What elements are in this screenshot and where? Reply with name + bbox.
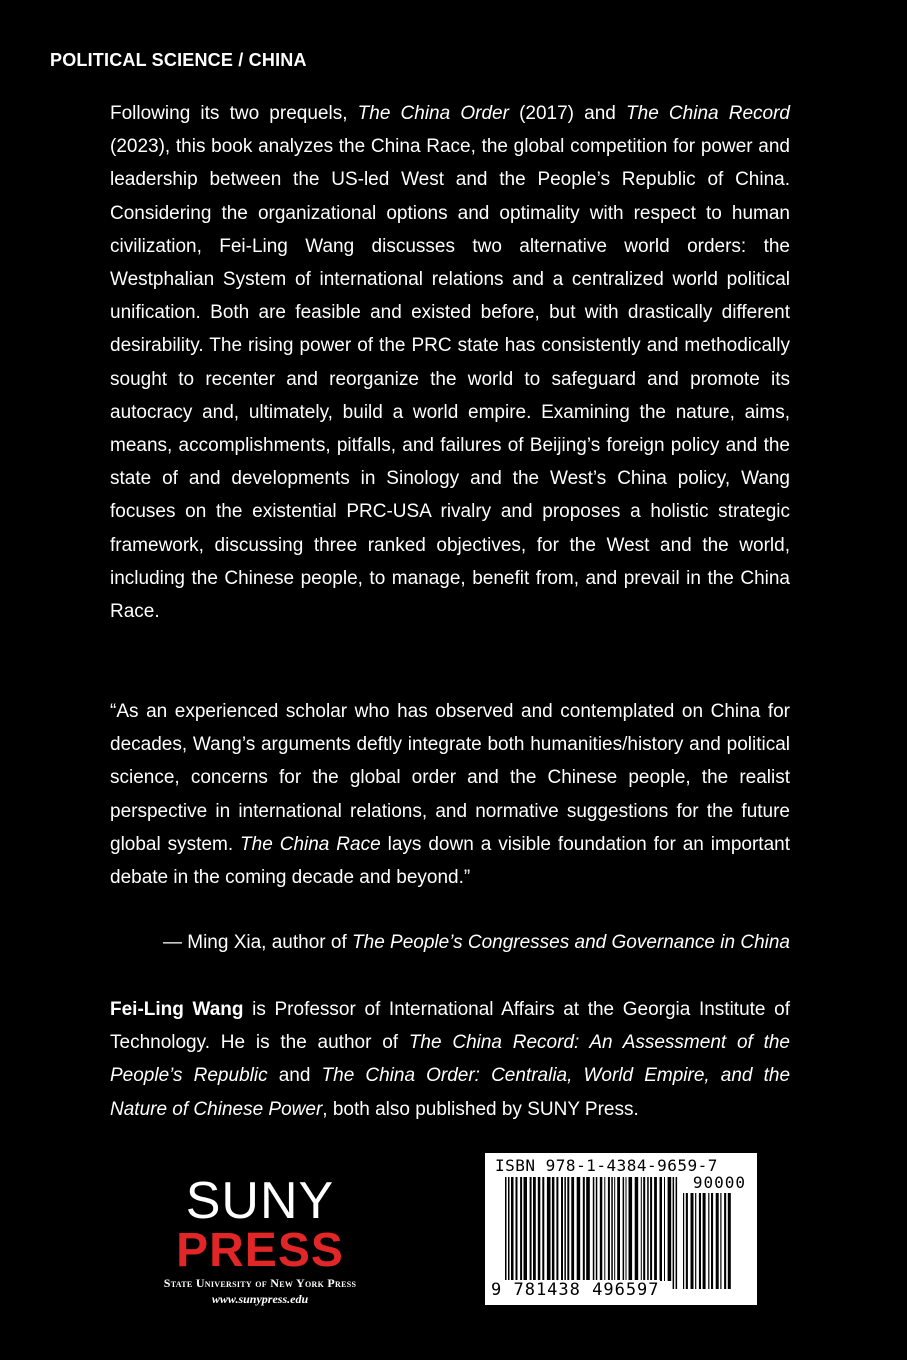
barcode-bar — [547, 1177, 551, 1281]
barcode-bar — [708, 1193, 709, 1289]
barcode-bar — [538, 1177, 541, 1281]
barcode-bar — [641, 1177, 642, 1281]
barcode-bar — [593, 1177, 595, 1289]
barcode-bar — [668, 1177, 672, 1281]
barcode-bar — [626, 1177, 627, 1281]
book-description: Following its two prequels, The China Order (2017) and The China Record (2023), this book analyzes the China Race, the global competition for power and leadership between the US-led West and the People’s Republic of China. Considering the organizational options and optimality with respect to human civilization, Fei-Ling Wang discusses two alternative world orders: the Westphalian System of international relations and a centralized world political unification. Both are feasible and existed before, but with drastically different desirability. The rising power of the PRC state has consistently and methodically sought to recenter and reorganize the world to safeguard and promote its autocracy and, ultimately, build a world empire. Examining the nature, aims, means, accomplishments, pitfalls, and failures of Beijing’s foreign policy and the state of and developments in Sinology and the West’s China policy, Wang focuses on the existential PRC-USA rivalry and proposes a holistic strategic framework, discussing three ranked objectives, for the West and the world, including the Chinese people, to manage, benefit from, and prevail in the China Race. — [110, 103, 790, 623]
logo-suny-text: SUNY — [185, 1172, 335, 1230]
barcode-bar — [660, 1177, 663, 1281]
barcode-bar — [691, 1193, 694, 1289]
barcode-bar — [608, 1177, 610, 1281]
ean-digits: 9 781438 496597 — [491, 1280, 660, 1300]
barcode-bar — [556, 1177, 558, 1281]
barcode-bar — [611, 1177, 613, 1281]
logo-press-text: PRESS — [176, 1224, 344, 1277]
barcode-bar — [643, 1177, 645, 1281]
author-name: Fei-Ling Wang — [110, 999, 244, 1020]
barcode-bar — [508, 1177, 510, 1289]
barcode-bar — [524, 1177, 528, 1281]
suny-press-logo — [140, 1174, 380, 1307]
barcode-bar — [647, 1177, 649, 1281]
barcode-bar — [711, 1193, 713, 1289]
barcode-bar — [530, 1177, 532, 1281]
barcode-bar — [552, 1177, 555, 1281]
barcode-bar — [720, 1193, 721, 1289]
barcode-bar — [699, 1193, 701, 1289]
isbn-label: ISBN 978-1-4384-9659-7 — [495, 1156, 718, 1175]
price-addon-label: 90000 — [692, 1173, 746, 1192]
barcode-bar — [511, 1177, 514, 1281]
barcode-bar — [604, 1177, 605, 1281]
barcode-bar — [561, 1177, 563, 1281]
barcode-bar — [600, 1177, 603, 1281]
barcode-bar — [716, 1193, 719, 1289]
barcode-bar — [542, 1177, 544, 1281]
barcode-bar — [571, 1177, 574, 1281]
barcode-bar — [533, 1177, 536, 1281]
isbn-barcode — [485, 1153, 757, 1305]
subject-category: POLITICAL SCIENCE / CHINA — [50, 50, 307, 70]
barcode-bar — [728, 1193, 731, 1289]
barcode-bar — [567, 1177, 569, 1281]
barcode-bar — [614, 1177, 615, 1281]
barcode-bar — [623, 1177, 625, 1281]
barcode-bar — [596, 1177, 598, 1289]
publisher-full-name: State University of New York Press — [163, 1276, 357, 1290]
barcode-bar — [724, 1193, 726, 1289]
barcode-bar — [564, 1177, 566, 1281]
barcode-bar — [686, 1193, 688, 1289]
barcode-bar — [703, 1193, 706, 1289]
barcode-bar — [676, 1177, 678, 1289]
barcode-bar — [683, 1193, 684, 1289]
barcode-bar — [673, 1177, 675, 1289]
barcode-bar — [617, 1177, 620, 1281]
barcode-bar — [520, 1177, 522, 1281]
barcode-bar — [695, 1193, 696, 1289]
barcode-bar — [583, 1177, 585, 1281]
barcode-bar — [635, 1177, 639, 1281]
endorsement-attribution: — Ming Xia, author of The People’s Congresses and Governance in China — [162, 932, 790, 953]
barcode-bar — [505, 1177, 507, 1289]
barcode-bar — [577, 1177, 581, 1281]
endorsement-quote: “As an experienced scholar who has observed and contemplated on China for decades, Wang’s arguments deftly integrate both humanities/history and political science, concerns for the global order and the Chinese people, the realist perspective in international relations, and normative suggestions for the future global system. The China Race lays down a visible foundation for an important debate in the coming decade and beyond.” — [110, 701, 791, 889]
author-bio: Fei-Ling Wang is Professor of International Affairs at the Georgia Institute of Technology. He is the author of The China Record: An Assessment of the People’s Republic and The China Order: Centralia, World Empire, and the Nature of Chinese Power, both also published by SUNY Press. — [110, 999, 791, 1120]
barcode-bar — [650, 1177, 652, 1281]
barcode-bar — [654, 1177, 657, 1281]
barcode-bar — [586, 1177, 590, 1281]
barcode-bar — [629, 1177, 633, 1281]
publisher-url: www.sunypress.edu — [211, 1292, 309, 1306]
barcode-bar — [664, 1177, 665, 1281]
barcode-bar — [516, 1177, 518, 1281]
